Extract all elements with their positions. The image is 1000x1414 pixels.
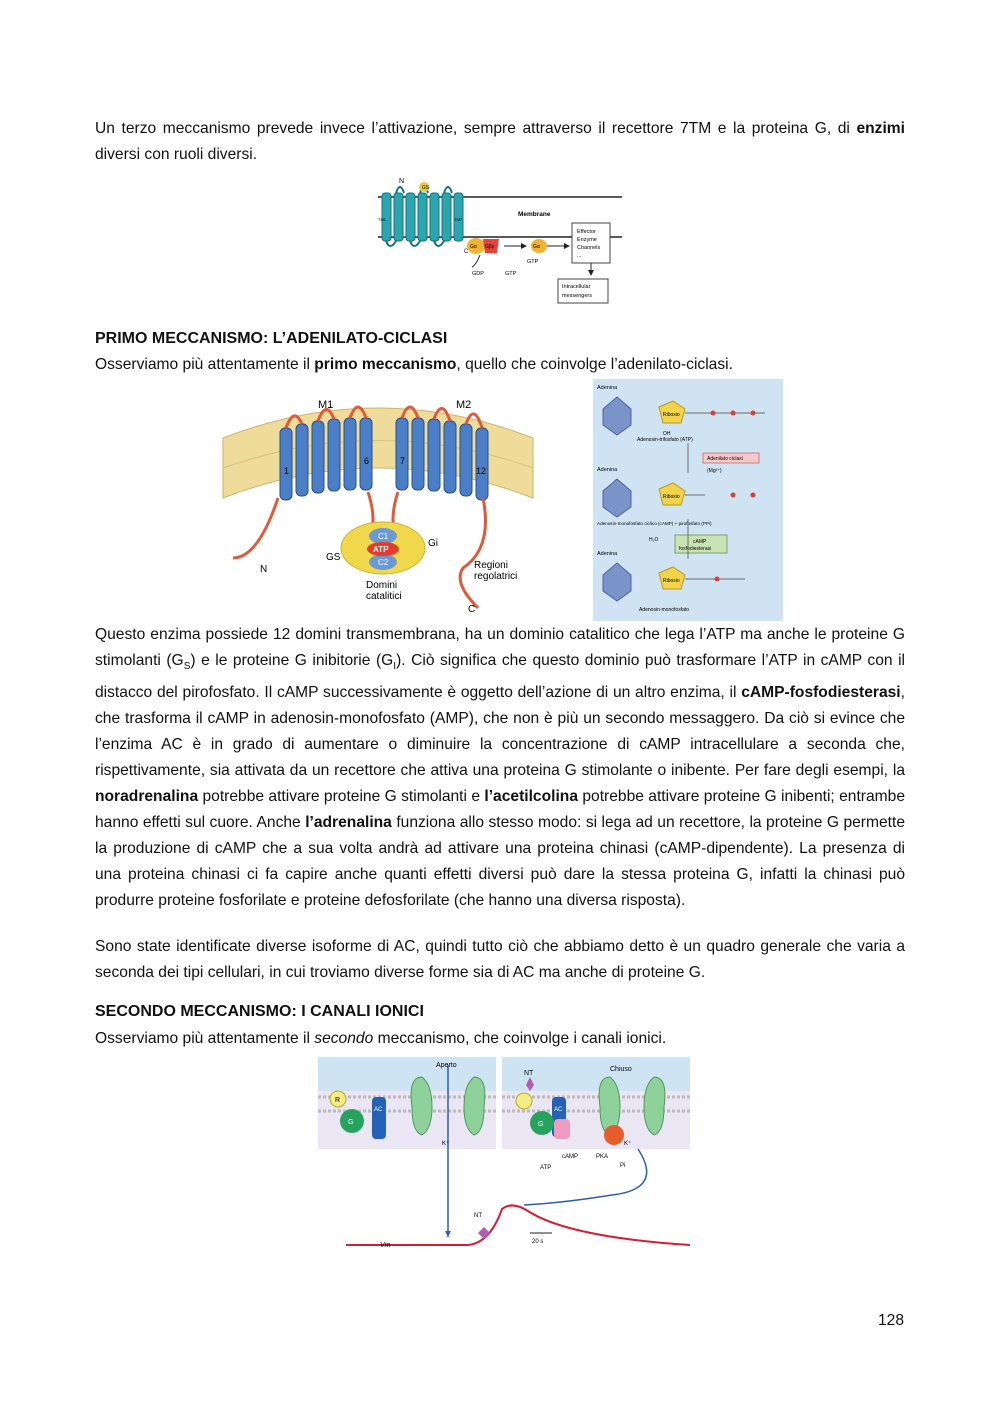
- fig2-m1-label: M1: [318, 399, 334, 411]
- fig2-c1-label: C1: [378, 532, 389, 541]
- paragraph-isoforms: Sono state identificate diverse isoforme di AC, quindi tutto ciò che abbiamo detto è un quadro generale che varia a seconda dei tipi cellulari, in cui troviamo diverse forme sia di AC ma anche di proteine G.: [95, 938, 905, 981]
- fig3-ribosio-2: Ribosio: [663, 494, 680, 500]
- fig3-adenina-3: Adenina: [597, 551, 618, 557]
- fig2-tm12-label: 12: [476, 466, 487, 476]
- fig3-adenina-2: Adenina: [597, 467, 618, 473]
- fig3-enzyme-adenilato: Adenilato ciclasi: [707, 456, 743, 462]
- fig1-gs-label: GS: [422, 185, 430, 191]
- fig2-c-label: C: [468, 604, 476, 615]
- fig4-r-label: R: [335, 1097, 341, 1104]
- section2-intro: Osserviamo più attentamente il secondo meccanismo, che coinvolge i canali ionici.: [95, 1030, 667, 1047]
- fig3-amp-label: Adenosin-monofosfato: [639, 607, 690, 613]
- fig3-ribosio-1: Ribosio: [663, 412, 680, 418]
- fig3-atp-label: Adenosin-trifosfato (ATP): [637, 437, 693, 443]
- figure-7tm-gprotein: [372, 175, 628, 305]
- fig3-enzyme-camp: cAMP: [693, 539, 707, 545]
- fig2-tm6-label: 6: [364, 456, 370, 466]
- fig1-box-enzyme: Enzyme: [577, 237, 597, 243]
- fig2-regioni-1: Regioni: [474, 560, 508, 571]
- fig2-m2-label: M2: [456, 399, 472, 411]
- fig2-gi-label: Gi: [428, 538, 438, 549]
- fig4-atp-label: ATP: [540, 1165, 552, 1171]
- fig1-box-effector: Effector: [577, 229, 596, 235]
- fig4-chiuso-label: Chiuso: [610, 1066, 632, 1073]
- fig1-box-channels: Channels: [577, 245, 601, 251]
- figure-camp-synthesis: [593, 379, 783, 621]
- fig4-pi-label: Pi: [620, 1163, 626, 1169]
- fig4-g-label-1: G: [348, 1119, 354, 1126]
- fig1-gbg-label: Gβγ: [485, 244, 495, 250]
- fig3-oh-1: OH: [663, 431, 671, 437]
- fig1-box-ellipsis: ...: [577, 253, 582, 259]
- fig1-intracellular-1: Intracellular: [562, 284, 591, 290]
- intro-paragraph: Un terzo meccanismo prevede invece l’attivazione, sempre attraverso il recettore 7TM e la proteina G, di enzimi diversi con ruoli diversi.: [95, 120, 905, 163]
- fig4-g-label-2: G: [538, 1121, 544, 1128]
- fig2-n-label: N: [260, 564, 268, 575]
- fig4-aperto-label: Aperto: [436, 1062, 457, 1069]
- fig1-gtp-label-2: GTP: [527, 259, 539, 265]
- fig1-n-label: N: [399, 178, 405, 185]
- fig2-domini-1: Domini: [366, 580, 398, 591]
- fig2-domini-2: catalitici: [366, 591, 402, 602]
- fig3-mg: (Mg²⁺): [707, 468, 722, 474]
- fig3-enzyme-fosfodiesterasi: fosfodiesterasi: [679, 546, 712, 552]
- fig3-ribosio-3: Ribosio: [663, 578, 680, 584]
- section1-intro: Osserviamo più attentamente il primo meccanismo, quello che coinvolge l’adenilato-ciclasi.: [95, 356, 733, 373]
- section-heading-canali-ionici: SECONDO MECCANISMO: I CANALI IONICI: [95, 1003, 424, 1020]
- fig2-tm7-label: 7: [400, 456, 406, 466]
- fig4-nt-label-1: NT: [524, 1070, 534, 1077]
- fig1-intracellular-2: messengers: [562, 293, 592, 299]
- fig2-regioni-2: regolatrici: [474, 571, 518, 582]
- fig1-gdp-label: GDP: [472, 271, 484, 277]
- fig4-nt-label-2: NT: [474, 1213, 482, 1219]
- fig2-atp-label: ATP: [373, 545, 389, 554]
- fig2-c2-label: C2: [378, 558, 389, 567]
- fig4-pka-label: PKA: [596, 1154, 609, 1160]
- fig4-k-label-1: K⁺: [442, 1141, 450, 1147]
- fig1-c-label: C: [464, 249, 469, 255]
- figure-ion-channels: [318, 1057, 690, 1259]
- fig1-galpha2-label: Gα: [533, 244, 540, 250]
- fig3-adenina-1: Adenina: [597, 385, 618, 391]
- fig4-k-label-2: K⁺: [624, 1141, 632, 1147]
- fig4-camp-label: cAMP: [562, 1154, 579, 1160]
- fig3-camp-label: Adenosin-monofosfato ciclico (cAMP) + pirofosfato (PPi): [597, 521, 712, 526]
- fig4-ac-label-2: AC: [554, 1107, 563, 1113]
- figure-adenylate-cyclase: [218, 388, 538, 618]
- main-paragraph-adenylate: Questo enzima possiede 12 domini transmembrana, ha un dominio catalitico che lega l’ATP ma anche le proteine G stimolanti $(G_S)$ e le proteine G inibitorie $(G_I)$. Ciò significa che questo dominio può trasformare l’ATP in cAMP con il distacco del pirofosfato. Il cAMP successivamente è oggetto dell’azione di un altro enzima, il cAMP-fosfodiesterasi, che trasforma il cAMP in adenosin-monofosfato (AMP), che non è più un secondo messaggero. Da ciò si evince che l’enzima AC è in grado di aumentare o diminuire la concentrazione di cAMP intracellulare a seconda che, rispettivamente, sia attivata da un recettore che attiva una proteina G stimolante o inibente. Per fare degli esempi, la noradrenalina potrebbe attivare proteine G stimolanti e l’acetilcolina potrebbe attivare proteine G inibenti; entrambe hanno effetti sul cuore. Anche l’adrenalina funziona allo stesso modo: si lega ad un recettore, la proteine G permette la produzione di cAMP che a sua volta andrà ad attivare una proteina chinasi (cAMP-dipendente). La presenza di una proteina chinasi ci fa capire anche quanti effetti diversi può dare la stessa proteina G, infatti la chinasi può produrre proteine fosforilate e proteine defosforilate (che hanno una diversa risposta).: [95, 626, 906, 910]
- bold-enzimi: enzimi: [856, 120, 905, 137]
- section-heading-adenilato-ciclasi: PRIMO MECCANISMO: L’ADENILATO-CICLASI: [95, 330, 448, 347]
- fig2-tm1-label: 1: [284, 466, 290, 476]
- page-number: 128: [877, 1312, 904, 1329]
- fig1-tm7-label: TM7: [454, 217, 462, 222]
- fig1-galpha-label: Gα: [470, 244, 477, 250]
- fig4-ac-label-1: AC: [374, 1107, 383, 1113]
- fig4-vm-label: Vm: [380, 1242, 391, 1249]
- fig1-tm1-label: TM1: [378, 217, 386, 222]
- fig1-gtp-label-1: GTP: [505, 271, 517, 277]
- fig3-h2o: H₂O: [649, 537, 659, 543]
- fig2-gs-label: GS: [326, 552, 341, 563]
- fig4-scale-label: 20 s: [532, 1239, 544, 1245]
- fig1-membrane-label: Membrane: [518, 211, 551, 218]
